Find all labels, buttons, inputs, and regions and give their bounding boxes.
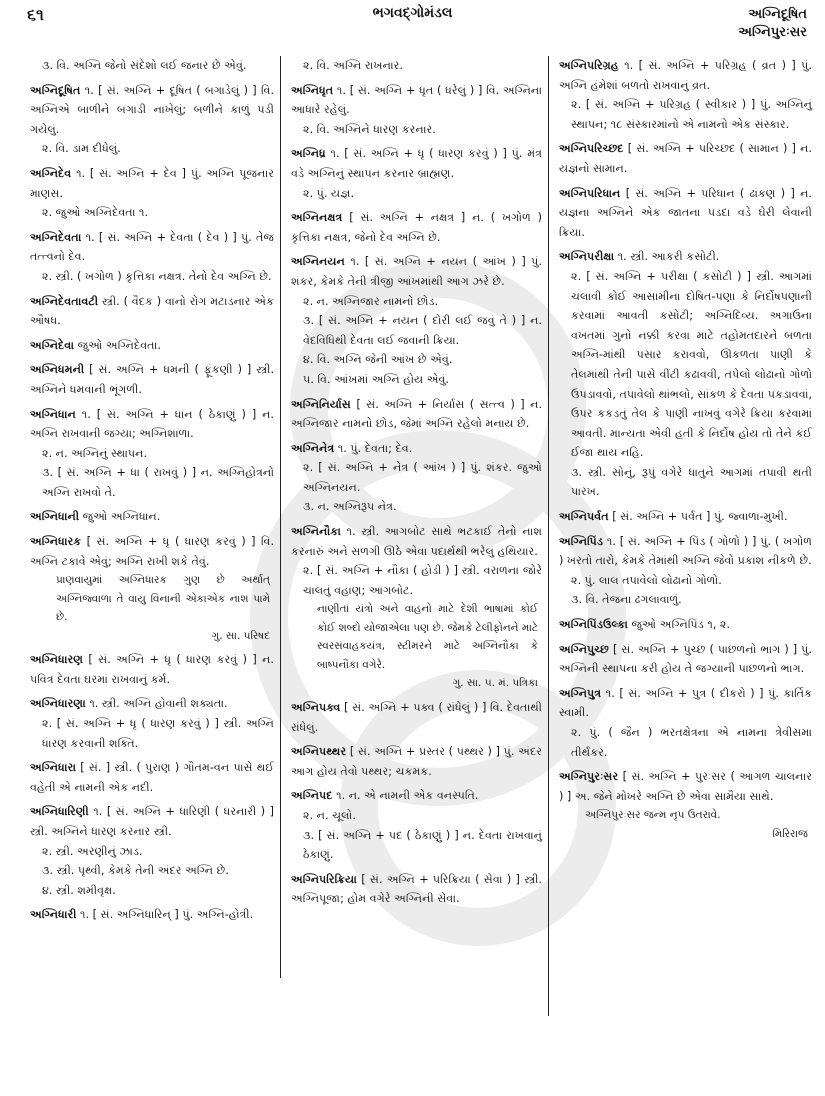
dictionary-entry: [559, 640, 812, 679]
headword: અગ્નિધમની: [30, 363, 85, 377]
sense-text: ૩. [ સં. અગ્નિ + પદ ( ઠેકાણું ) ] ન. દેવતા રાખવાનું ઠેકાણું.: [303, 828, 542, 862]
column-2: [280, 56, 548, 978]
entry-sense: [30, 203, 274, 223]
dictionary-columns: [0, 56, 825, 1096]
dictionary-entry: [291, 742, 542, 781]
headword: અગ્નિપિંડઉલ્કા: [559, 618, 628, 632]
headword: અગ્નિધારી: [30, 908, 77, 922]
entry-sense: [30, 444, 274, 464]
headword: અગ્નિપુરઃસર: [559, 770, 619, 784]
entry-sense: [559, 723, 812, 762]
sense-text: ૧. સ્ત્રી. આગબોટ સાથે ભટકાઈ તેનો નાશ કરનારું અને સળગી ઊઠે એવા પદાર્થથી ભરેલું હથિયાર.: [291, 525, 542, 558]
sense-text: [ સં. અગ્નિ + ધમની ( ફૂંકણી ) ] સ્ત્રી. અગ્નિને ધમવાની ભૂંગળી.: [30, 363, 274, 396]
sense-text: ૨. વિ. ડામ દીધેલું.: [42, 142, 121, 156]
sense-text: ૧. [ સં. અગ્નિ + દેવતા ( દેવ ) ] પું. તેજ તત્ત્વનો દેવ.: [30, 230, 275, 264]
entry-first-line: [559, 640, 812, 679]
usage-quote: [30, 571, 274, 645]
entry-first-line: [291, 56, 542, 76]
headword: અગ્નિપરિક્રિયા: [291, 872, 357, 886]
sense-text: [ સં. અગ્નિ + પુચ્છ ( પાછળનો ભાગ ) ] પું. અગ્નિની સ્થાપના કરી હોય તે જગ્યાની પાછળનો ભાગ.: [559, 642, 812, 676]
headword: અગ્નિનયન: [291, 255, 345, 269]
entry-first-line: [30, 228, 274, 267]
dictionary-entry: [291, 698, 542, 737]
entry-first-line: [30, 56, 274, 76]
dictionary-entry: [30, 758, 274, 797]
entry-first-line: [291, 81, 542, 120]
headword: અગ્નિધૃત: [291, 83, 334, 97]
entry-sense: [559, 590, 812, 610]
dictionary-entry: [30, 81, 274, 159]
sense-text: ૩. વિ. તેજના ઢગલાવાળું.: [571, 593, 682, 607]
sense-text: [ સં. અગ્નિ + પરિચ્છદ ( સામાન ) ] ન. યજ્ઞનો સામાન.: [559, 142, 812, 175]
sense-text: ૨. [ સં. અગ્નિ + નેત્ર ( આંખ ) ] પું. શંકર. જુઓ અગ્નિનયન.: [303, 461, 542, 494]
dictionary-entry: [559, 184, 812, 243]
entry-first-line: [291, 522, 542, 561]
sense-text: ૨. વિ. અગ્નિને ધારણ કરનાર.: [303, 122, 436, 136]
sense-text: ૨. સ્ત્રી. ( ખગોળ ) કૃત્તિકા નક્ષત્ર. તેનો દેવ અગ્નિ છે.: [42, 269, 272, 283]
dictionary-entry: [291, 870, 542, 909]
quote-source: ગુ. સા. ૫. મં. પત્રિકા: [452, 677, 538, 690]
dictionary-entry: [291, 208, 542, 247]
dictionary-entry: [559, 139, 812, 178]
headword: અગ્નિપરિચ્છદ: [559, 142, 624, 156]
headword: અગ્નિધારક: [30, 535, 82, 549]
entry-sense: [291, 497, 542, 517]
sense-text: ૧. [ સં. અગ્નિ + ધૃ ( ધારણ કરવું ) ] પું. મંત્ર વડે અગ્નિનું સ્થાપન કરનાર બ્રાહ્મણ.: [291, 147, 542, 180]
headword: અગ્નિધારણ: [30, 653, 84, 667]
headword: અગ્નિનેત્ર: [291, 441, 335, 455]
dictionary-entry: [30, 694, 274, 753]
entry-first-line: [30, 164, 274, 203]
headword: અગ્નિધારિણી: [30, 805, 89, 819]
sense-text: ૧. ન. એ નામની એક વનસ્પતિ.: [336, 789, 479, 803]
page-number: ૬૧: [27, 5, 44, 24]
entry-sense: [291, 292, 542, 312]
entry-first-line: [559, 615, 812, 635]
guide-word-last: અગ્નિપુરઃસર: [738, 25, 807, 40]
sense-text: ૨. પું. ( જૈન ) ભરતક્ષેત્રના એ નામના ત્રેવીસમા તીર્થંકર.: [571, 726, 812, 759]
dictionary-entry: [30, 164, 274, 223]
entry-first-line: [30, 802, 274, 841]
sense-text: ૨. [ સં. અગ્નિ + ધૃ ( ધારણ કરવું ) ] સ્ત્રી. અગ્નિ ધારણ કરવાની શક્તિ.: [42, 717, 274, 750]
sense-text: ૪. સ્ત્રી. શમીવૃક્ષ.: [42, 883, 116, 897]
entry-sense: [291, 120, 542, 140]
sense-text: ૧. [ સં. અગ્નિ + દૂષિત ( બગાડેલું ) ] વિ. અગ્નિએ બાળીને બગાડી નાખેલું; બળીને કાળું પડી ગયેલું.: [30, 83, 274, 136]
headword: અગ્નિદૂષિત: [30, 83, 81, 97]
sense-text: ૧. [ સં. અગ્નિ + ધાન ( ઠેકાણું ) ] ન. અગ્નિ રાખવાની જગ્યા; અગ્નિશાળા.: [30, 407, 274, 441]
entry-first-line: [559, 139, 812, 178]
sense-text: ૨. જુઓ અગ્નિદેવતા ૧.: [42, 206, 149, 220]
sense-text: [ સં. અગ્નિ + પક્વ ( રાંધેલું ) ] વિ. દેવતાથી રાંધેલું.: [291, 700, 542, 734]
sense-text: ૧. [ સં. અગ્નિધારિન્ ] પું. અગ્નિ-હોત્રી.: [80, 908, 254, 922]
entry-first-line: [291, 742, 542, 781]
sense-text: ૧. સ્ત્રી. આકરી કસોટી.: [617, 250, 720, 264]
column-3: [548, 56, 818, 1016]
sense-text: ૧. [ સં. અગ્નિ + નયન ( આંખ ) ] પું. શંકર, કેમકે તેની ત્રીજી આંખમાંથી આગ ઝરે છે.: [291, 255, 543, 288]
quote-source: ગુ. સા. પરિષદ: [211, 629, 270, 642]
headword: અગ્નિદેવતાવટી: [30, 294, 99, 308]
entry-sense: [291, 826, 542, 865]
entry-sense: [30, 139, 274, 159]
sense-text: [ સં. અગ્નિ + પ્રસ્તર ( પથ્થર ) ] પું. અંદર આગ હોય તેવો પથ્થર; ચકમક.: [291, 745, 543, 778]
entry-sense: [30, 842, 274, 862]
dictionary-entry: [291, 786, 542, 864]
dictionary-entry: [291, 395, 542, 434]
sense-text: ૨. સ્ત્રી. અરણીનું ઝાડ.: [42, 844, 143, 858]
dictionary-entry: [559, 615, 812, 635]
sense-text: [ સં. અગ્નિ + પર્વત ] પું. જ્વાળા-મુખી.: [612, 510, 788, 524]
dictionary-entry: [30, 336, 274, 356]
dictionary-entry: [559, 56, 812, 134]
headword: અગ્નિપરીક્ષા: [559, 250, 615, 264]
dictionary-entry: [30, 507, 274, 527]
dictionary-entry: [291, 81, 542, 140]
sense-text: ૧. [ સં. અગ્નિ + ધારિણી ( ધરનારી ) ] સ્ત્રી. અગ્નિને ધારણ કરનાર સ્ત્રી.: [30, 805, 274, 838]
guide-word-first: અગ્નિદૂષિત: [748, 7, 807, 22]
sense-text: ૧. [ સં. અગ્નિ + પુત્ર ( દીકરો ) ] પું. કાર્તિક સ્વામી.: [559, 686, 812, 720]
sense-text: ૨. પું. લાલ તપાવેલો લોઢાનો ગોળો.: [571, 573, 722, 587]
dictionary-entry: [291, 439, 542, 517]
headword: અગ્નિધારણા: [30, 697, 86, 711]
entry-first-line: [559, 184, 812, 243]
sense-text: [ સં. અગ્નિ + નક્ષત્ર ] ન. ( ખગોળ ) કૃત્તિકા નક્ષત્ર, જેનો દેવ અગ્નિ છે.: [291, 211, 542, 244]
dictionary-entry: [559, 507, 812, 527]
headword: અગ્નિનિર્યાસ: [291, 397, 351, 411]
entry-first-line: [291, 144, 542, 183]
sense-text: ૫. વિ. આંખમાં અગ્નિ હોય એવું.: [303, 372, 450, 386]
entry-first-line: [559, 507, 812, 527]
headword: અગ્નિધારા: [30, 761, 77, 775]
headword: અગ્નિધાન: [30, 407, 76, 421]
entry-sense: [291, 561, 542, 600]
headword: અગ્નિનક્ષત્ર: [291, 211, 343, 225]
sense-text: ૨. વિ. અગ્નિ રાખનાર.: [303, 59, 404, 72]
entry-first-line: [559, 532, 812, 571]
dictionary-entry: [30, 905, 274, 925]
sense-text: ૨. [ સં. અગ્નિ + પરીક્ષા ( કસોટી ) ] સ્ત્રી. આગમાં ચલાવી કોઈ આસામીના દોષિત-પણા કે નિર્દોષપણાની કરવામાં આવતી કસોટી; અગ્નિદિવ્ય. અગાઉના વખતમાં ગુનો નક્કી કરવા માટે તહોમતદારને બળતા અગ્નિ-માંથી પસાર કરાવવો, ઊકળતા પાણી કે તેલમાંથી તેની પાસે વીંટી કઢાવવી, તપેલો લોઢાનો ગોળો ઉપડાવવો, તપાવેલો થાંભલો, સાંકળ કે દેવતા પકડાવવાં, ઉપર કકડતું તેલ કે પાણી નાખવું વગેરે ક્રિયા કરવામાં આવતી. માન્યતા એવી હતી કે નિર્દોષ હોય તો તેને કંઈ ઈજા થાય નહિ.: [571, 269, 812, 460]
dictionary-entry: [30, 405, 274, 503]
entry-first-line: [30, 532, 274, 571]
dictionary-entry: [291, 522, 542, 693]
entry-sense: [291, 458, 542, 497]
sense-text: [ સં. અગ્નિ + ધૃ ( ધારણ કરવું ) ] ન. પવિત્ર દેવતા ઘરમાં રાખવાનું કર્મ.: [30, 653, 274, 686]
entry-first-line: [291, 395, 542, 434]
dictionary-entry: [291, 252, 542, 389]
entry-sense: [291, 370, 542, 390]
entry-first-line: [30, 360, 274, 399]
headword: અગ્નિદેવતા: [30, 230, 82, 244]
quote-text: પ્રાણવાયુમાં અગ્નિધારક ગુણ છે અર્થાત્ અગ્નિજ્વાળા તે વાયુ વિનાની એકાએક નાશ પામે છે.: [56, 574, 270, 624]
sense-text: ૩. ન. અગ્નિરૂપ નેત્ર.: [303, 500, 397, 514]
headword: અગ્નિપર્વત: [559, 510, 609, 524]
entry-sense: [559, 463, 812, 502]
headword: અગ્નિપુત્ર: [559, 686, 602, 700]
entry-first-line: [291, 208, 542, 247]
dictionary-entry: [291, 144, 542, 203]
headword: અગ્નિપક્વ: [291, 700, 341, 714]
entry-sense: [559, 571, 812, 591]
sense-text: [ સં. અગ્નિ + નિર્યાસ ( સત્ત્વ ) ] ન. અગ્નિજાર નામનો છોડ, જેમાં અગ્નિ રહેલો મનાય છે.: [291, 397, 542, 431]
quote-text: અગ્નિપુરઃસર જન્મ નૃપ ઉતરાવે.: [585, 809, 721, 822]
sense-text: ૧. [ સં. અગ્નિ + પરિગ્રહ ( વ્રત ) ] પું. અગ્નિ હંમેશાં બળતો રાખવાનું વ્રત.: [559, 59, 812, 92]
running-title: ભગવદ્ગોમંડલ: [372, 5, 453, 21]
page-header: [0, 0, 825, 55]
entry-first-line: [30, 507, 274, 527]
sense-text: ૨. ન. ચૂલો.: [303, 808, 356, 822]
dictionary-entry: [559, 767, 812, 843]
entry-first-line: [291, 252, 542, 291]
sense-text: ૪. વિ. અગ્નિ જેની આંખ છે એવું.: [303, 353, 453, 367]
entry-sense: [30, 714, 274, 753]
entry-sense: [30, 861, 274, 881]
sense-text: ૧. પું. દેવતા; દેવ.: [337, 441, 413, 455]
dictionary-entry: [30, 292, 274, 331]
sense-text: ૩. સ્ત્રી. પૃથ્વી, કેમકે તેની અંદર અગ્નિ છે.: [42, 864, 229, 878]
sense-text: [ સં. અગ્નિ + પરિક્રિયા ( સેવા ) ] સ્ત્રી. અગ્નિપૂજા; હોમ વગેરે અગ્નિની સેવા.: [291, 872, 542, 906]
sense-text: જુઓ અગ્નિદેવતા.: [77, 338, 161, 352]
headword: અગ્નિપદ: [291, 789, 333, 803]
dictionary-entry: [30, 56, 274, 76]
sense-text: [ સં. ] સ્ત્રી. ( પુરાણ ) ગૌતમ-વન પાસે થઈ વહેતી એ નામની એક નદી.: [30, 761, 274, 794]
usage-quote: [291, 600, 542, 693]
entry-first-line: [291, 439, 542, 459]
entry-sense: [291, 311, 542, 350]
dictionary-entry: [30, 532, 274, 645]
entry-sense: [291, 350, 542, 370]
entry-first-line: [30, 81, 274, 140]
entry-sense: [30, 463, 274, 502]
entry-first-line: [30, 758, 274, 797]
entry-first-line: [30, 694, 274, 714]
headword: અગ્નિપિંડ: [559, 534, 603, 548]
headword: અગ્નિધાની: [30, 510, 80, 524]
entry-sense: [559, 95, 812, 134]
column-1: [22, 56, 280, 1096]
sense-text: ૨. પું. યજ્ઞ.: [303, 186, 355, 200]
entry-first-line: [559, 684, 812, 723]
dictionary-entry: [559, 532, 812, 610]
sense-text: ૧. [ સં. અગ્નિ + પિંડ ( ગોળો ) ] પું. ( ખગોળ ) ખરતો તારો, કેમકે તેમાંથી અગ્નિ જેવો પ્રકાશ નીકળે છે.: [559, 534, 812, 568]
sense-text: [ સં. અગ્નિ + ધૃ ( ધારણ કરવું ) ] વિ. અગ્નિ ટકાવે એવું; અગ્નિ રાખી શકે તેવું.: [30, 535, 274, 568]
guide-words: [738, 6, 807, 42]
entry-first-line: [559, 767, 812, 806]
quote-source: મિરિરાજ: [772, 827, 808, 840]
entry-sense: [559, 267, 812, 463]
headword: અગ્નિપથ્થર: [291, 745, 347, 759]
entry-sense: [291, 184, 542, 204]
headword: અગ્નિપરિગ્રહ: [559, 59, 619, 72]
sense-text: ૨. [ સં. અગ્નિ + નૌકા ( હોડી ) ] સ્ત્રી. વરાળના જોરે ચાલતું વહાણ; આગબોટ.: [303, 564, 542, 597]
entry-sense: [30, 267, 274, 287]
sense-text: ૨. ન. અગ્નિનું સ્થાપન.: [42, 446, 148, 460]
headword: અગ્નિધ્ર: [291, 147, 326, 161]
entry-first-line: [291, 786, 542, 806]
entry-first-line: [291, 870, 542, 909]
entry-first-line: [30, 650, 274, 689]
sense-text: ૧. [ સં. અગ્નિ + ધૃત ( ધરેલું ) ] વિ. અગ્નિના આધારે રહેલું.: [291, 83, 542, 117]
sense-text: ૨. ન. અગ્નિજાર નામનો છોડ.: [303, 294, 439, 308]
sense-text: ૩. [ સં. અગ્નિ + નયન ( દોરી લઈ જવું તે ) ] ન. વેદવિધિથી દેવતા લઈ જવાની ક્રિયા.: [303, 314, 542, 347]
entry-first-line: [30, 336, 274, 356]
sense-text: ૩. [ સં. અગ્નિ + ધા ( રાખવું ) ] ન. અગ્નિહોત્રનો અગ્નિ રાખવો તે.: [42, 466, 274, 499]
entry-sense: [291, 806, 542, 826]
entry-first-line: [30, 405, 274, 444]
entry-first-line: [30, 292, 274, 331]
sense-text: [ સં. અગ્નિ + પરિધાન ( ઢાંકણ ) ] ન. યજ્ઞના અગ્નિને એક જાતના પડદા વડે ઘેરી લેવાની ક્રિયા.: [559, 186, 812, 239]
sense-text: ૨. [ સં. અગ્નિ + પરિગ્રહ ( સ્વીકાર ) ] પું. અગ્નિનું સ્થાપન; ૧૮ સંસ્કારમાંનો એ નામનો એક સંસ્કાર.: [571, 98, 812, 131]
headword: અગ્નિપરિધાન: [559, 186, 621, 200]
entry-first-line: [30, 905, 274, 925]
headword: અગ્નિનૌકા: [291, 525, 341, 539]
sense-text: જુઓ અગ્નિપિંડ ૧, ૨.: [631, 618, 731, 632]
dictionary-entry: [30, 360, 274, 399]
entry-sense: [30, 881, 274, 901]
entry-first-line: [559, 56, 812, 95]
entry-first-line: [291, 698, 542, 737]
dictionary-entry: [30, 802, 274, 900]
dictionary-entry: [559, 247, 812, 502]
dictionary-entry: [291, 56, 542, 76]
headword: અગ્નિદેવા: [30, 338, 74, 352]
dictionary-entry: [30, 650, 274, 689]
entry-first-line: [559, 247, 812, 267]
sense-text: [ સં. અગ્નિ + પુરઃસર ( આગળ ચાલનાર ) ] અ. જેને મોખરે અગ્નિ છે એવા સામૈયા સાથે.: [559, 770, 812, 803]
sense-text: ૩. વિ. અગ્નિ જેનો સંદેશો લઈ જનાર છે એવું.: [42, 59, 247, 72]
sense-text: સ્ત્રી. ( વૈદક ) વાનો રોગ મટાડનાર એક ઔષધ.: [30, 294, 274, 328]
headword: અગ્નિપુચ્છ: [559, 642, 609, 656]
headword: અગ્નિદેવ: [30, 166, 72, 180]
dictionary-entry: [559, 684, 812, 762]
quote-text: નાણીતાં યંત્રો અને વાહનો માટે દેશી ભાષામાં કોઈ કોઈ શબ્દો યોજાએલા પણ છે. જેમકે ટેલીફોનને માટે સ્વરસંવાહકયંત્ર, સ્ટીમરને માટે અગ્નિનૌકા કે બાષ્પનૌકા વગેરે.: [317, 603, 538, 671]
sense-text: જુઓ અગ્નિધાન.: [82, 510, 161, 524]
sense-text: ૧. સ્ત્રી. અગ્નિ હોવાની શક્યતા.: [89, 697, 228, 711]
sense-text: ૧. [ સં. અગ્નિ + દેવ ] પું. અગ્નિ પૂજનાર માણસ.: [30, 166, 274, 200]
sense-text: ૩. સ્ત્રી. સોનું, રૂપું વગેરે ધાતુને આગમાં તપાવી થતી પારખ.: [571, 465, 812, 499]
dictionary-entry: [30, 228, 274, 287]
usage-quote: [559, 806, 812, 843]
